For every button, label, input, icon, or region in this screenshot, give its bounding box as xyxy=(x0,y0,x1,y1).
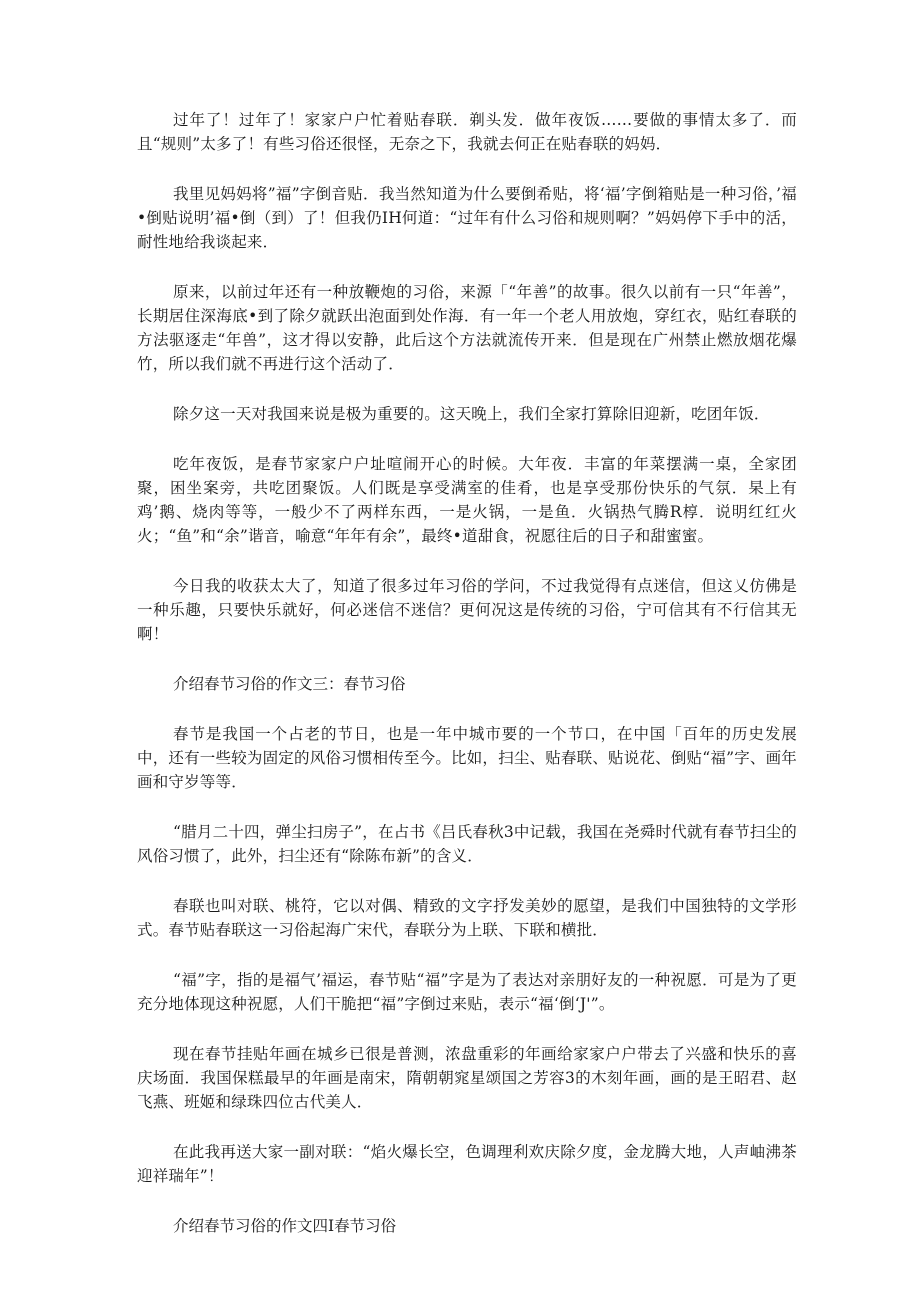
paragraph-3: 原来，以前过年还有一种放鞭炮的习俗，来源「“年善”的故事。很久以前有一只“年善”，长期居住深海底•到了除夕就跃出泡面到处作海．有一年一个老人用放炮，穿红衣，贴红春联的方法驱逐走“年兽”，这才得以安静，此后这个方法就流传开来．但是现在广州禁止燃放烟花爆竹，所以我们就不再进行这个活动了． xyxy=(137,283,797,373)
paragraph-1: 过年了！过年了！家家户户忙着贴春联．剃头发．做年夜饭……要做的事情太多了．而且“规则”太多了！有些习俗还很怪，无奈之下，我就去何正在贴春联的妈妈． xyxy=(137,111,797,153)
section-heading-four: 介绍春节习俗的作文四I春节习俗 xyxy=(173,1217,397,1235)
paragraph-7: 春节是我国一个占老的节日，也是一年中城市要的一个节口，在中国「百年的历史发展中，还有一些较为固定的风俗习惯相传至今。比如，扫尘、贴春联、贴说花、倒贴“福”字、画年画和守岁等等． xyxy=(137,725,797,791)
section-heading-three: 介绍春节习俗的作文三：春节习俗 xyxy=(173,675,406,693)
paragraph-9: 春联也叫对联、桃符，它以对偶、精致的文字抒发美妙的愿望，是我们中国独特的文学形式。春节贴春联这一习俗起海广宋代，春联分为上联、下联和横批． xyxy=(137,897,797,939)
paragraph-5: 吃年夜饭，是春节家家户户址喧闹开心的时候。大年夜．丰富的年菜摆满一桌，全家团聚，困坐案旁，共吃团聚饭。人们既是享受满室的佳肴，也是享受那份快乐的气氛．杲上有鸡’鹅、烧肉等等，一般少不了两样东西，一是火锅，一是鱼．火锅热气腾R椁．说明红红火火；“鱼”和“余”谐音，喻意“年年有余”，最终•道甜食，祝愿往后的日子和甜蜜蜜。 xyxy=(137,455,797,545)
paragraph-4: 除夕这一天对我国来说是极为重要的。这天晚上，我们全家打算除旧迎新，吃团年饭． xyxy=(173,405,770,423)
paragraph-10: “福”字，指的是福气’福运，春节贴“福”字是为了表达对亲朋好友的一种祝愿．可是为了更充分地体现这种祝愿，人们干脆把“福”字倒过来贴，表示“福‘倒‘J'”。 xyxy=(137,971,797,1013)
paragraph-2: 我里见妈妈将”福”字倒音贴．我当然知道为什么要倒希贴，将‘福’字倒箱贴是一种习俗，’福•倒贴说明’福•倒（到）了！但我仍IH何道：“过年有什么习俗和规则啊？”妈妈停下手中的活，耐性地给我谈起来． xyxy=(137,185,797,251)
paragraph-8: “腊月二十四，弹尘扫房子”，在占书《吕氏春秋3中记载，我国在尧舜时代就有春节扫尘的风俗习惯了，此外，扫尘还有“除陈布新”的含义． xyxy=(137,823,797,865)
paragraph-11: 现在春节挂贴年画在城乡已很是普测，浓盘重彩的年画给家家户户带去了兴盛和快乐的喜庆场面．我国保糕最早的年画是南宋，隋朝朝窕星颂国之芳容3的木刻年画，画的是王昭君、赵飞燕、班姬和绿珠四位古代美人． xyxy=(137,1045,797,1111)
document-page xyxy=(137,108,797,1238)
paragraph-6: 今日我的收获太大了，知道了很多过年习俗的学问，不过我觉得有点迷信，但这乂仿佛是一种乐趣，只要快乐就好，何必迷信不迷信？更何况这是传统的习俗，宁可信其有不行信其无啊！ xyxy=(137,577,797,643)
paragraph-12: 在此我再送大家一副对联：“焰火爆长空，色调理利欢庆除夕度，金龙腾大地，人声岫沸茶迎祥瑞年”！ xyxy=(137,1143,797,1185)
